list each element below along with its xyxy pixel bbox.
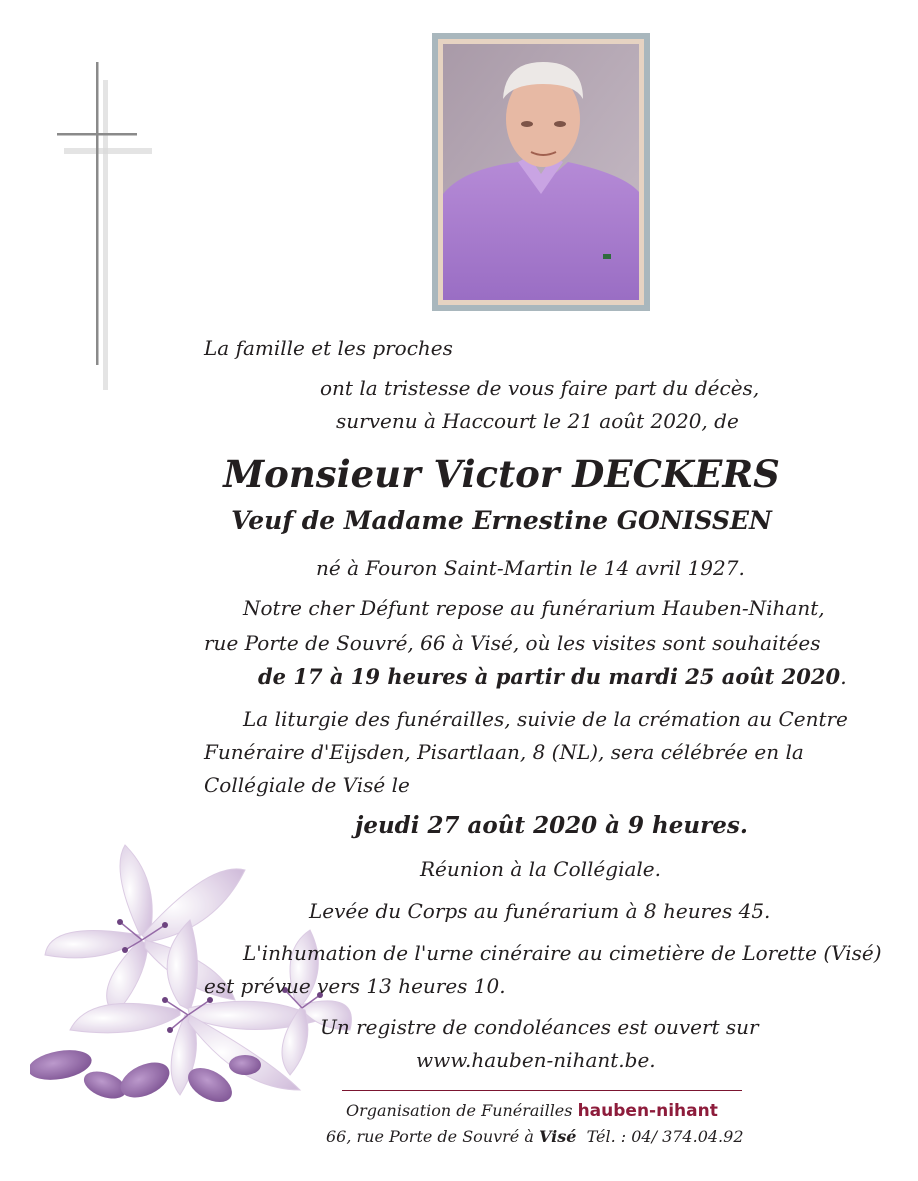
footer-org-label: Organisation de Funérailles [346,1101,573,1120]
footer-divider [342,1090,742,1091]
inhumation-line-1: L'inhumation de l'urne cinéraire au cimetière de Lorette (Visé) [243,941,882,965]
liturgy-line-2: Funéraire d'Eijsden, Pisartlaan, 8 (NL), sera célébrée en la [204,740,804,764]
announce-line-1: ont la tristesse de vous faire part du décès, [320,376,760,400]
footer-organisation [346,1101,718,1121]
intro-text: La famille et les proches [204,336,453,360]
birth-line: né à Fouron Saint-Martin le 14 avril 1927. [316,556,745,580]
footer-phone: Tél. : 04/ 374.04.92 [586,1127,744,1146]
condolences-website[interactable]: www.hauben-nihant.be. [416,1048,656,1072]
visitation-line-2: rue Porte de Souvré, 66 à Visé, où les visites sont souhaitées [204,631,821,655]
visitation-line-1: Notre cher Défunt repose au funérarium Hauben-Nihant, [243,596,825,620]
spouse-line: Veuf de Madame Ernestine GONISSEN [231,506,772,535]
footer-address [326,1127,744,1146]
condolences-line-1: Un registre de condoléances est ouvert sur [320,1015,759,1039]
visitation-hours [258,664,847,689]
cross-icon [50,60,160,400]
portrait-photo [443,44,639,300]
footer-address-city: Visé [538,1127,577,1146]
footer-address-prefix: 66, rue Porte de Souvré à [326,1127,539,1146]
deceased-name: Monsieur Victor DECKERS [223,452,780,496]
funeral-date: jeudi 27 août 2020 à 9 heures. [355,812,748,839]
portrait-frame [432,33,650,311]
meeting-line: Réunion à la Collégiale. [420,857,661,881]
visitation-hours-text: de 17 à 19 heures à partir du mardi 25 août 2020 [258,664,841,689]
liturgy-line-3: Collégiale de Visé le [204,773,410,797]
brand-logo: hauben-nihant [577,1101,718,1121]
announce-line-2: survenu à Haccourt le 21 août 2020, de [336,409,739,433]
liturgy-line-1: La liturgie des funérailles, suivie de la crémation au Centre [243,707,848,731]
levee-line: Levée du Corps au funérarium à 8 heures 45. [309,899,771,923]
visitation-hours-end: . [840,665,847,689]
inhumation-line-2: est prévue vers 13 heures 10. [204,974,506,998]
